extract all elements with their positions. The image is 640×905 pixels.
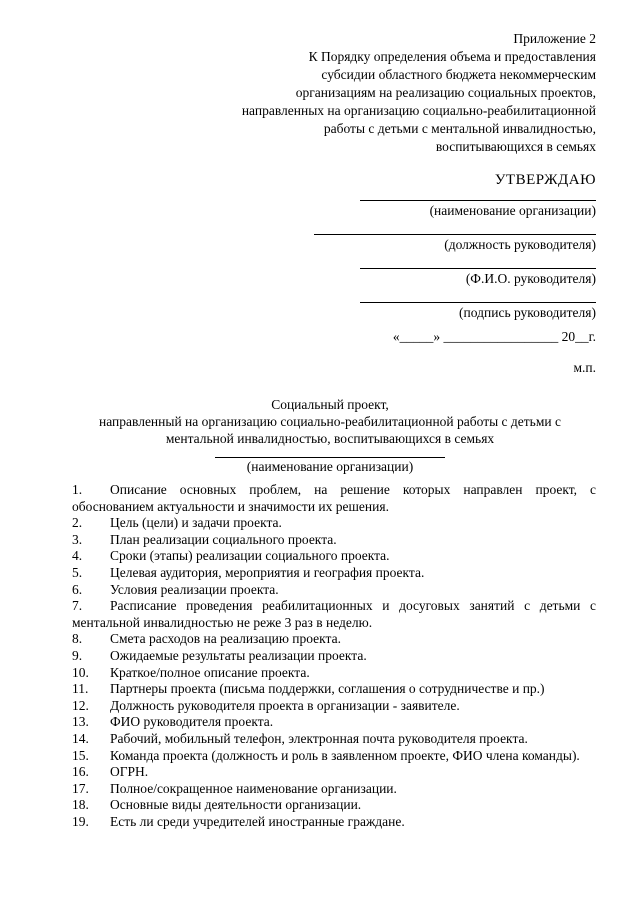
date-line: «_____» _________________ 20__г. (392, 329, 596, 344)
list-item (72, 714, 596, 731)
stamp-mark: м.п. (573, 360, 596, 375)
item-text: Краткое/полное описание проекта. (110, 664, 310, 680)
item-number: 18. (72, 797, 89, 813)
annex-header (176, 30, 596, 156)
annex-line: субсидии областного бюджета некоммерческим (321, 67, 596, 82)
item-text: Цель (цели) и задачи проекта. (110, 515, 282, 531)
item-number: 17. (72, 780, 89, 796)
signature-caption: (подпись руководителя) (459, 305, 596, 320)
list-item (72, 781, 596, 798)
project-title-line: направленный на организацию социально-реабилитационной работы с детьми с (99, 414, 561, 429)
project-title-block (60, 396, 600, 475)
item-text: ФИО руководителя проекта. (110, 714, 274, 730)
item-number: 11. (72, 681, 89, 697)
item-text: ОГРН. (110, 764, 149, 780)
item-text: Условия реализации проекта. (110, 581, 279, 597)
list-item (72, 548, 596, 565)
item-number: 3. (72, 531, 83, 547)
item-number: 13. (72, 714, 89, 730)
item-text: Полное/сокращенное наименование организации. (110, 780, 397, 796)
list-item (72, 565, 596, 582)
annex-line: Приложение 2 (513, 31, 596, 46)
project-title-line: Социальный проект, (271, 397, 389, 412)
list-item (72, 681, 596, 698)
list-item (72, 698, 596, 715)
annex-line: К Порядку определения объема и предоставления (308, 49, 596, 64)
list-item (72, 748, 596, 765)
item-number: 7. (72, 598, 83, 614)
item-number: 6. (72, 581, 83, 597)
item-text: Команда проекта (должность и роль в заявленном проекте, ФИО члена команды). (110, 747, 580, 763)
list-item (72, 532, 596, 549)
item-number: 12. (72, 697, 89, 713)
approval-title: УТВЕРЖДАЮ (494, 172, 596, 188)
item-text: Целевая аудитория, мероприятия и география проекта. (110, 564, 425, 580)
annex-line: работы с детьми с ментальной инвалидностью, (323, 121, 596, 136)
item-number: 14. (72, 730, 89, 746)
list-item (72, 665, 596, 682)
item-text: Смета расходов на реализацию проекта. (110, 631, 341, 647)
item-number: 9. (72, 647, 83, 663)
list-item (72, 582, 596, 599)
list-item (72, 814, 596, 831)
item-text: Рабочий, мобильный телефон, электронная почта руководителя проекта. (110, 730, 528, 746)
name-line (360, 258, 596, 269)
org-name-line (360, 190, 596, 201)
item-number: 5. (72, 564, 83, 580)
item-number: 8. (72, 631, 83, 647)
approval-block (236, 170, 596, 346)
item-number: 15. (72, 747, 89, 763)
position-line (314, 224, 596, 235)
signature-line (360, 292, 596, 303)
item-text: Расписание проведения реабилитационных и досуговых занятий с детьми с ментальной инвалидностью не реже 3 раз в неделю. (72, 598, 596, 630)
item-text: Описание основных проблем, на решение которых направлен проект, с обоснованием актуальности и значимости их решения. (72, 482, 596, 514)
item-text: Партнеры проекта (письма поддержки, соглашения о сотрудничестве и пр.) (110, 681, 545, 697)
item-text: План реализации социального проекта. (110, 531, 337, 547)
list-item (72, 482, 596, 515)
project-org-line (215, 447, 445, 458)
item-text: Ожидаемые результаты реализации проекта. (110, 647, 367, 663)
list-item (72, 631, 596, 648)
project-org-caption: (наименование организации) (246, 459, 414, 474)
item-number: 19. (72, 813, 89, 829)
project-requirements-list (72, 482, 596, 830)
item-text: Сроки (этапы) реализации социального проекта. (110, 548, 390, 564)
list-item (72, 764, 596, 781)
list-item (72, 598, 596, 631)
item-number: 2. (72, 515, 83, 531)
item-number: 16. (72, 764, 89, 780)
list-item (72, 648, 596, 665)
project-title-line: ментальной инвалидностью, воспитывающихся в семьях (165, 431, 495, 446)
position-caption: (должность руководителя) (444, 237, 596, 252)
annex-line: направленных на организацию социально-реабилитационной (241, 103, 596, 118)
org-name-caption: (наименование организации) (429, 203, 596, 218)
list-item (72, 731, 596, 748)
annex-line: воспитывающихся в семьях (435, 139, 596, 154)
item-number: 10. (72, 664, 89, 680)
item-text: Основные виды деятельности организации. (110, 797, 362, 813)
item-number: 1. (72, 482, 83, 497)
item-number: 4. (72, 548, 83, 564)
annex-line: организациям на реализацию социальных проектов, (295, 85, 596, 100)
item-text: Есть ли среди учредителей иностранные граждане. (110, 813, 405, 829)
name-caption: (Ф.И.О. руководителя) (465, 271, 596, 286)
list-item (72, 797, 596, 814)
item-text: Должность руководителя проекта в организации - заявителе. (110, 697, 460, 713)
list-item (72, 515, 596, 532)
